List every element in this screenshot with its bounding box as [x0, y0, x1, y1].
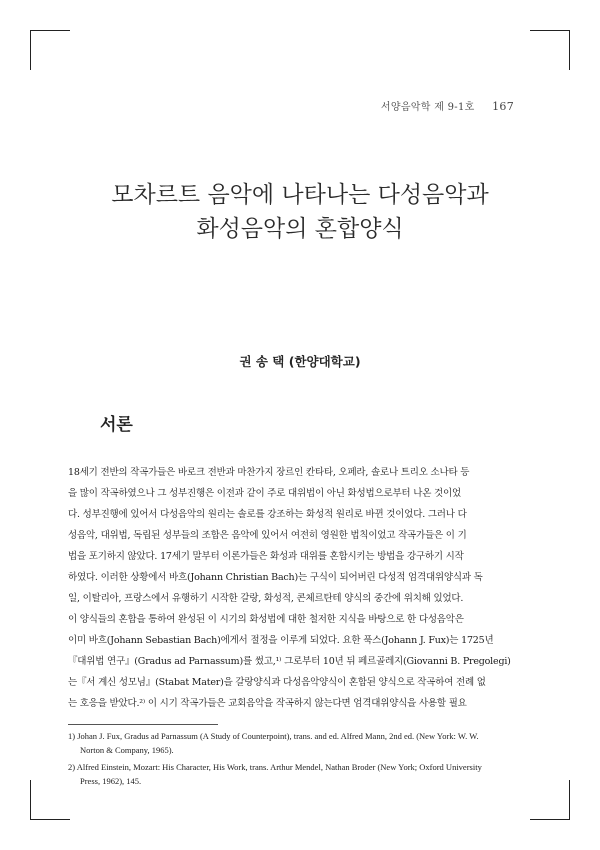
body-line: 다. 성부진행에 있어서 다성음악의 원리는 솔로를 강조하는 화성적 원리로 바뀐 것이었다. 그러나 다 [68, 509, 467, 520]
body-line: 법을 포기하지 않았다. 17세기 말부터 이론가들은 화성과 대위를 혼합시키는 방법을 강구하기 시작 [68, 551, 464, 562]
footnote-1-line-2: Norton & Company, 1965). [80, 744, 174, 755]
body-line: 을 많이 작곡하였으나 그 성부진행은 이전과 같이 주로 대위법이 아닌 화성법으로부터 나온 것이었 [68, 488, 461, 499]
footnote-divider [68, 724, 218, 725]
footnote-2-line-2: Press, 1962), 145. [80, 775, 142, 786]
body-line: 하였다. 이러한 상황에서 바흐(Johann Christian Bach)는 구식이 되어버린 다성적 엄격대위양식과 독 [68, 572, 483, 583]
author: 권 송 택 (한양대학교) [239, 354, 361, 369]
footnote-1-line-1: 1) Johan J. Fux, Gradus ad Parnassum (A Study of Counterpoint), trans. and ed. Alfred Mann, 2nd ed. (New York: W. W. [68, 731, 479, 741]
body-line: 성음악, 대위법, 독립된 성부들의 조합은 음악에 있어서 여전히 영원한 법칙이었고 작곡가들은 이 기 [68, 530, 467, 541]
body-line: 『대위법 연구』(Gradus ad Parnassum)를 썼고,¹⁾ 그로부터 10년 뒤 페르골레지(Giovanni B. Pregolegi) [68, 656, 511, 667]
footnotes [68, 730, 530, 792]
body-line: 이 양식들의 혼합을 통하여 완성된 이 시기의 화성법에 대한 철저한 지식을 바탕으로 한 다성음악은 [68, 614, 464, 625]
crop-mark-top-left [30, 30, 70, 31]
title-line-1: 모차르트 음악에 나타나는 다성음악과 [111, 182, 489, 208]
running-head [381, 98, 514, 113]
crop-mark-top-right-vertical [569, 30, 570, 70]
journal-name: 서양음악학 제 9-1호 [380, 102, 475, 113]
page-number: 167 [492, 100, 514, 113]
crop-mark-top-left-vertical [30, 30, 31, 70]
crop-mark-bottom-left [30, 819, 70, 820]
body-line: 는『서 계신 성모님』(Stabat Mater)을 갈랑양식과 다성음악양식이 혼합된 양식으로 작곡하여 전례 없 [68, 677, 486, 688]
crop-mark-bottom-left-vertical [30, 780, 31, 820]
crop-mark-top-right [530, 30, 570, 31]
crop-mark-bottom-right [530, 819, 570, 820]
footnote-1 [68, 730, 530, 757]
crop-mark-bottom-right-vertical [569, 780, 570, 820]
section-heading: 서론 [100, 415, 133, 435]
body-paragraph [68, 462, 528, 714]
footnote-2-line-1: 2) Alfred Einstein, Mozart: His Character, His Work, trans. Arthur Mendel, Nathan Broder (New York; Oxford University [68, 762, 482, 772]
body-line: 18세기 전반의 작곡가들은 바로크 전반과 마찬가지 장르인 칸타타, 오페라, 솔로나 트리오 소나타 등 [68, 467, 470, 478]
body-line: 이미 바흐(Johann Sebastian Bach)에게서 절정을 이루게 되었다. 요한 푹스(Johann J. Fux)는 1725년 [68, 635, 494, 646]
title-line-2: 화성음악의 혼합양식 [196, 216, 404, 242]
body-line: 는 호응을 받았다.²⁾ 이 시기 작곡가들은 교회음악을 작곡하지 않는다면 엄격대위양식을 사용할 필요 [68, 698, 467, 709]
footnote-2 [68, 761, 530, 788]
body-line: 일, 이탈리아, 프랑스에서 유행하기 시작한 갈랑, 화성적, 콘체르탄테 양식의 중간에 위치해 있었다. [68, 593, 464, 604]
